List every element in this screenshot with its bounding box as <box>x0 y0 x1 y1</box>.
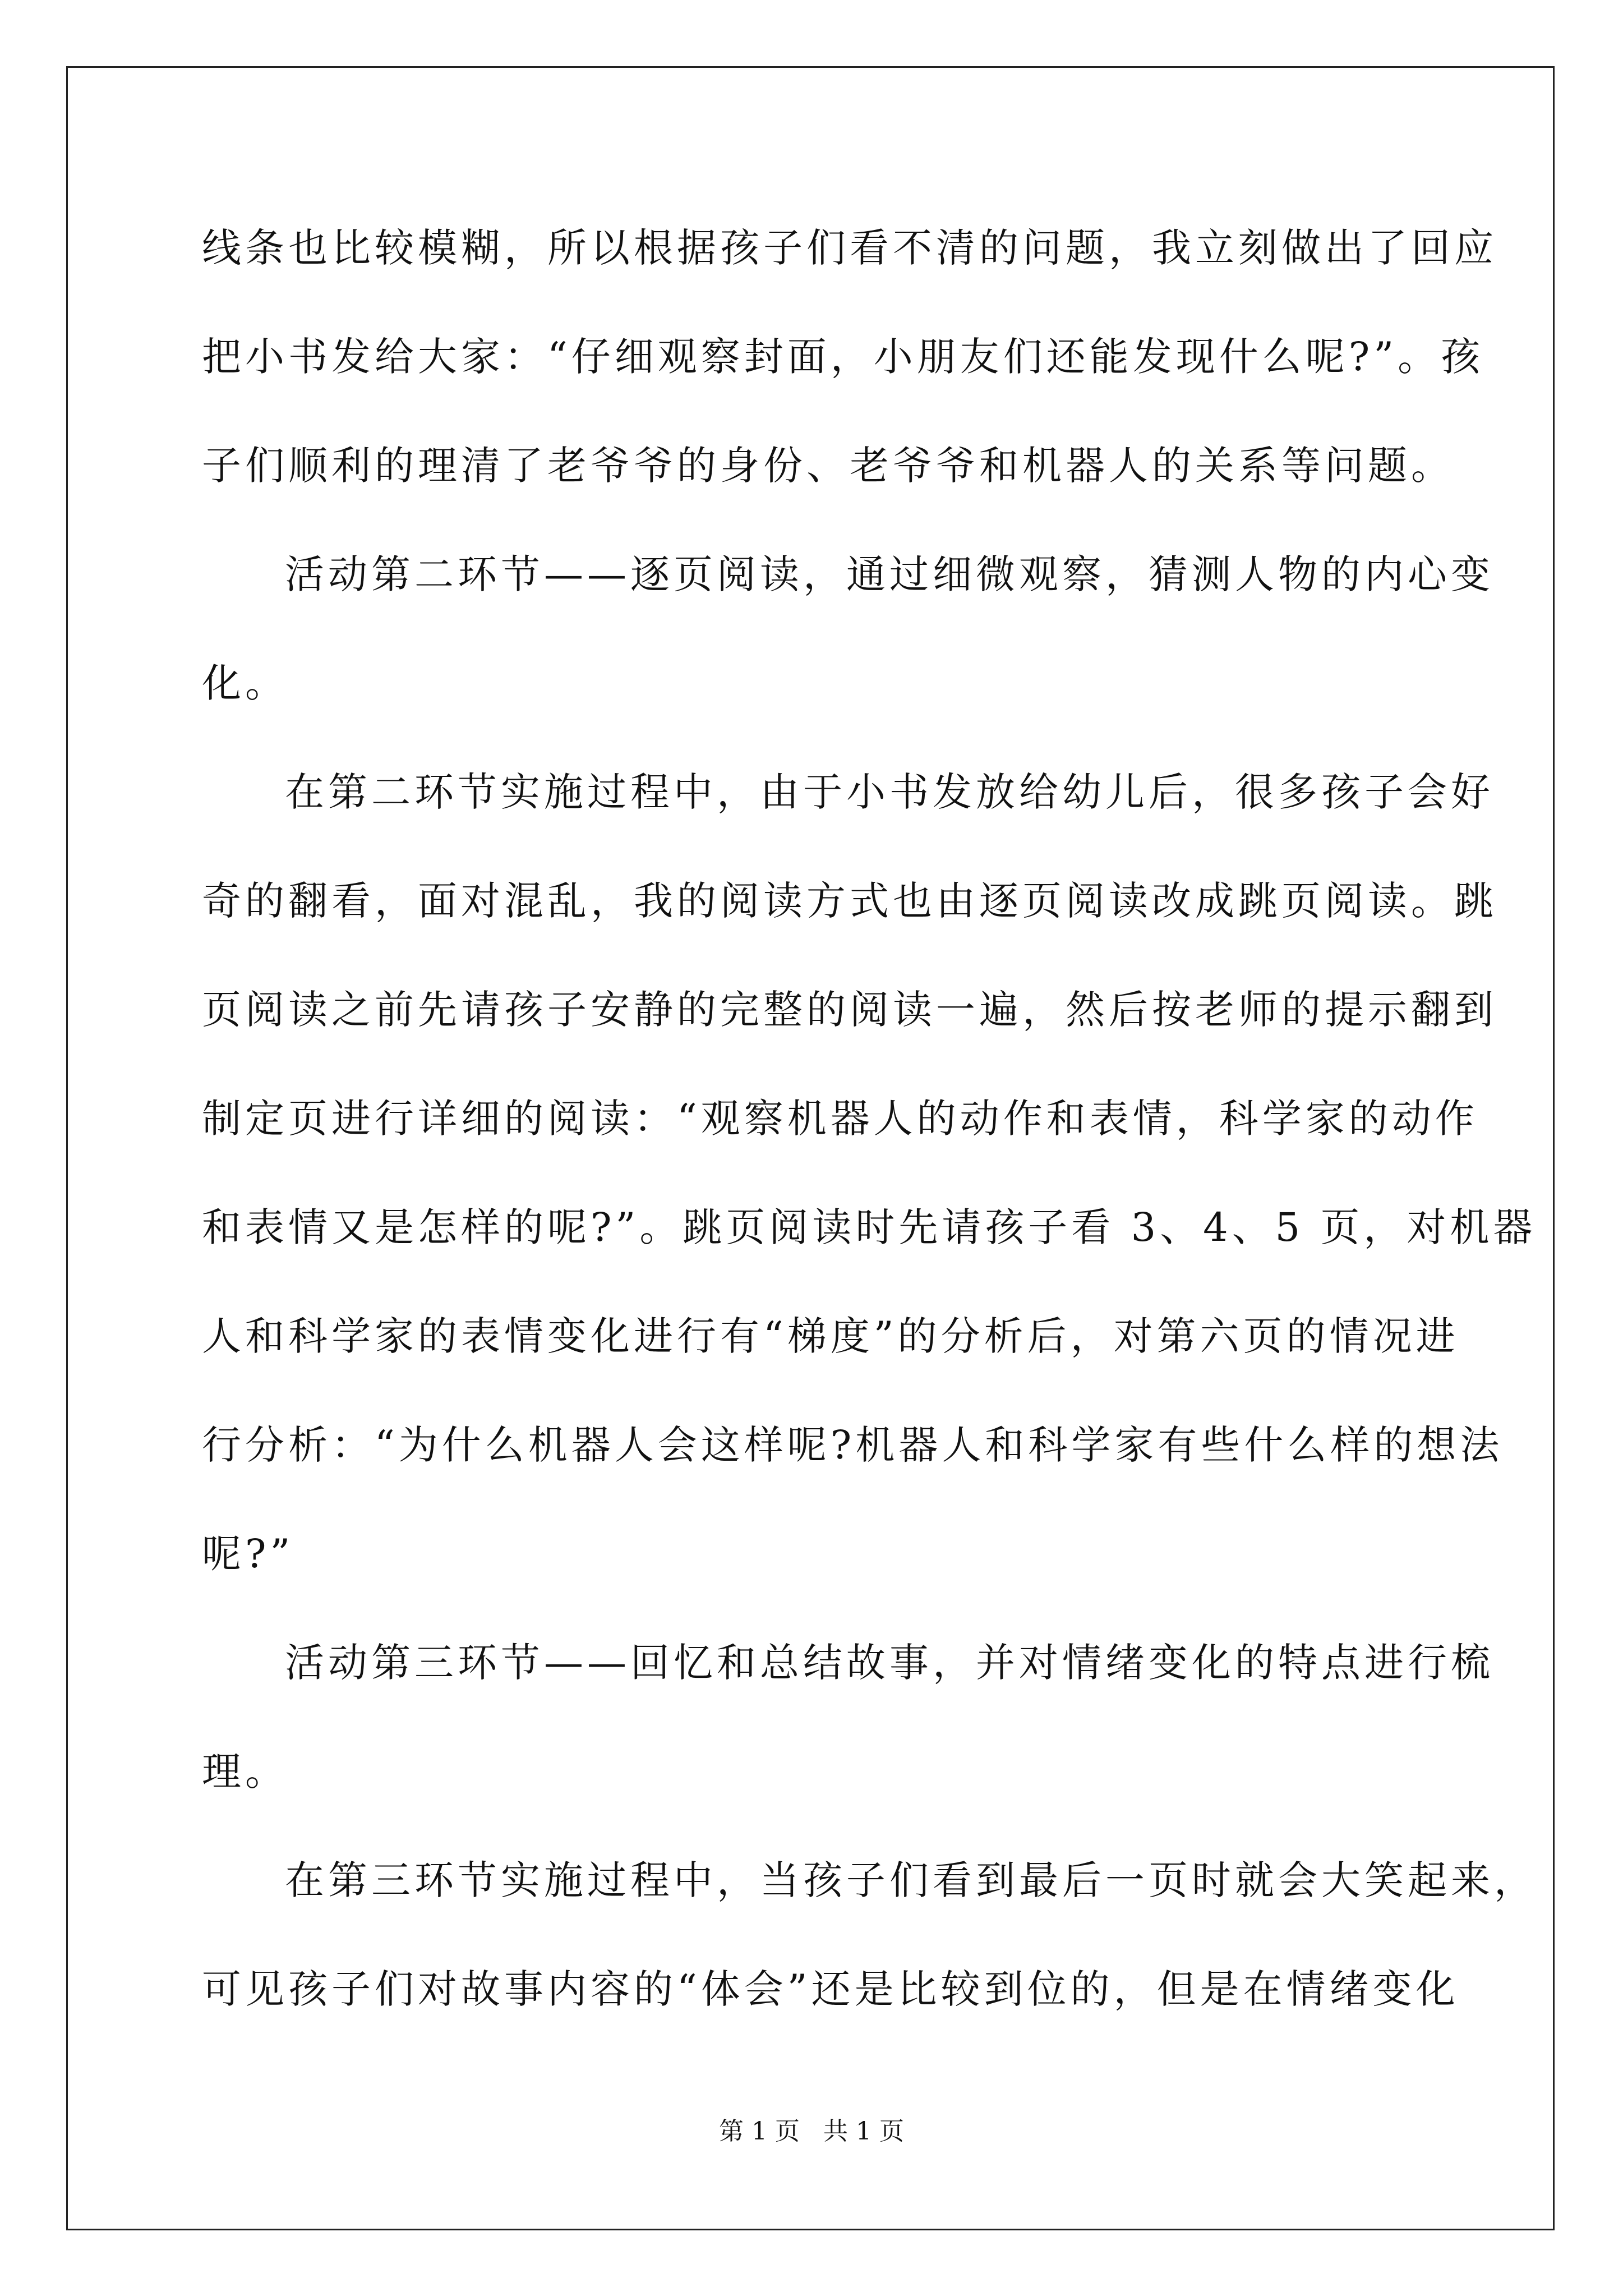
text-line: 呢?” <box>202 1531 294 1577</box>
text-line: 人和科学家的表情变化进行有“梯度”的分析后，对第六页的情况进 <box>202 1313 1459 1359</box>
text-line: 可见孩子们对故事内容的“体会”还是比较到位的，但是在情绪变化 <box>202 1966 1459 2012</box>
text-line: 在第二环节实施过程中，由于小书发放给幼儿后，很多孩子会好 <box>285 769 1494 815</box>
text-line: 制定页进行详细的阅读：“观察机器人的动作和表情，科学家的动作 <box>202 1096 1478 1142</box>
text-line: 线条也比较模糊，所以根据孩子们看不清的问题，我立刻做出了回应 <box>202 225 1497 271</box>
text-line: 化。 <box>202 660 288 706</box>
text-line: 活动第三环节——回忆和总结故事，并对情绪变化的特点进行梳 <box>285 1640 1494 1686</box>
text-line: 理。 <box>202 1749 288 1795</box>
text-line: 和表情又是怎样的呢?”。跳页阅读时先请孩子看 3、4、5 页，对机器 <box>202 1204 1537 1250</box>
text-line: 页阅读之前先请孩子安静的完整的阅读一遍，然后按老师的提示翻到 <box>202 987 1497 1033</box>
text-line: 子们顺利的理清了老爷爷的身份、老爷爷和机器人的关系等问题。 <box>202 443 1454 489</box>
text-line: 行分析：“为什么机器人会这样呢?机器人和科学家有些什么样的想法 <box>202 1422 1504 1468</box>
document-body <box>202 194 1537 2044</box>
text-line: 奇的翻看，面对混乱，我的阅读方式也由逐页阅读改成跳页阅读。跳 <box>202 878 1497 924</box>
text-line: 在第三环节实施过程中，当孩子们看到最后一页时就会大笑起来， <box>285 1857 1537 1903</box>
page-footer: 第 1 页 共 1 页 <box>719 2117 904 2146</box>
text-line: 把小书发给大家：“仔细观察封面，小朋友们还能发现什么呢?”。孩 <box>202 334 1484 380</box>
text-line: 活动第二环节——逐页阅读，通过细微观察，猜测人物的内心变 <box>285 551 1494 597</box>
